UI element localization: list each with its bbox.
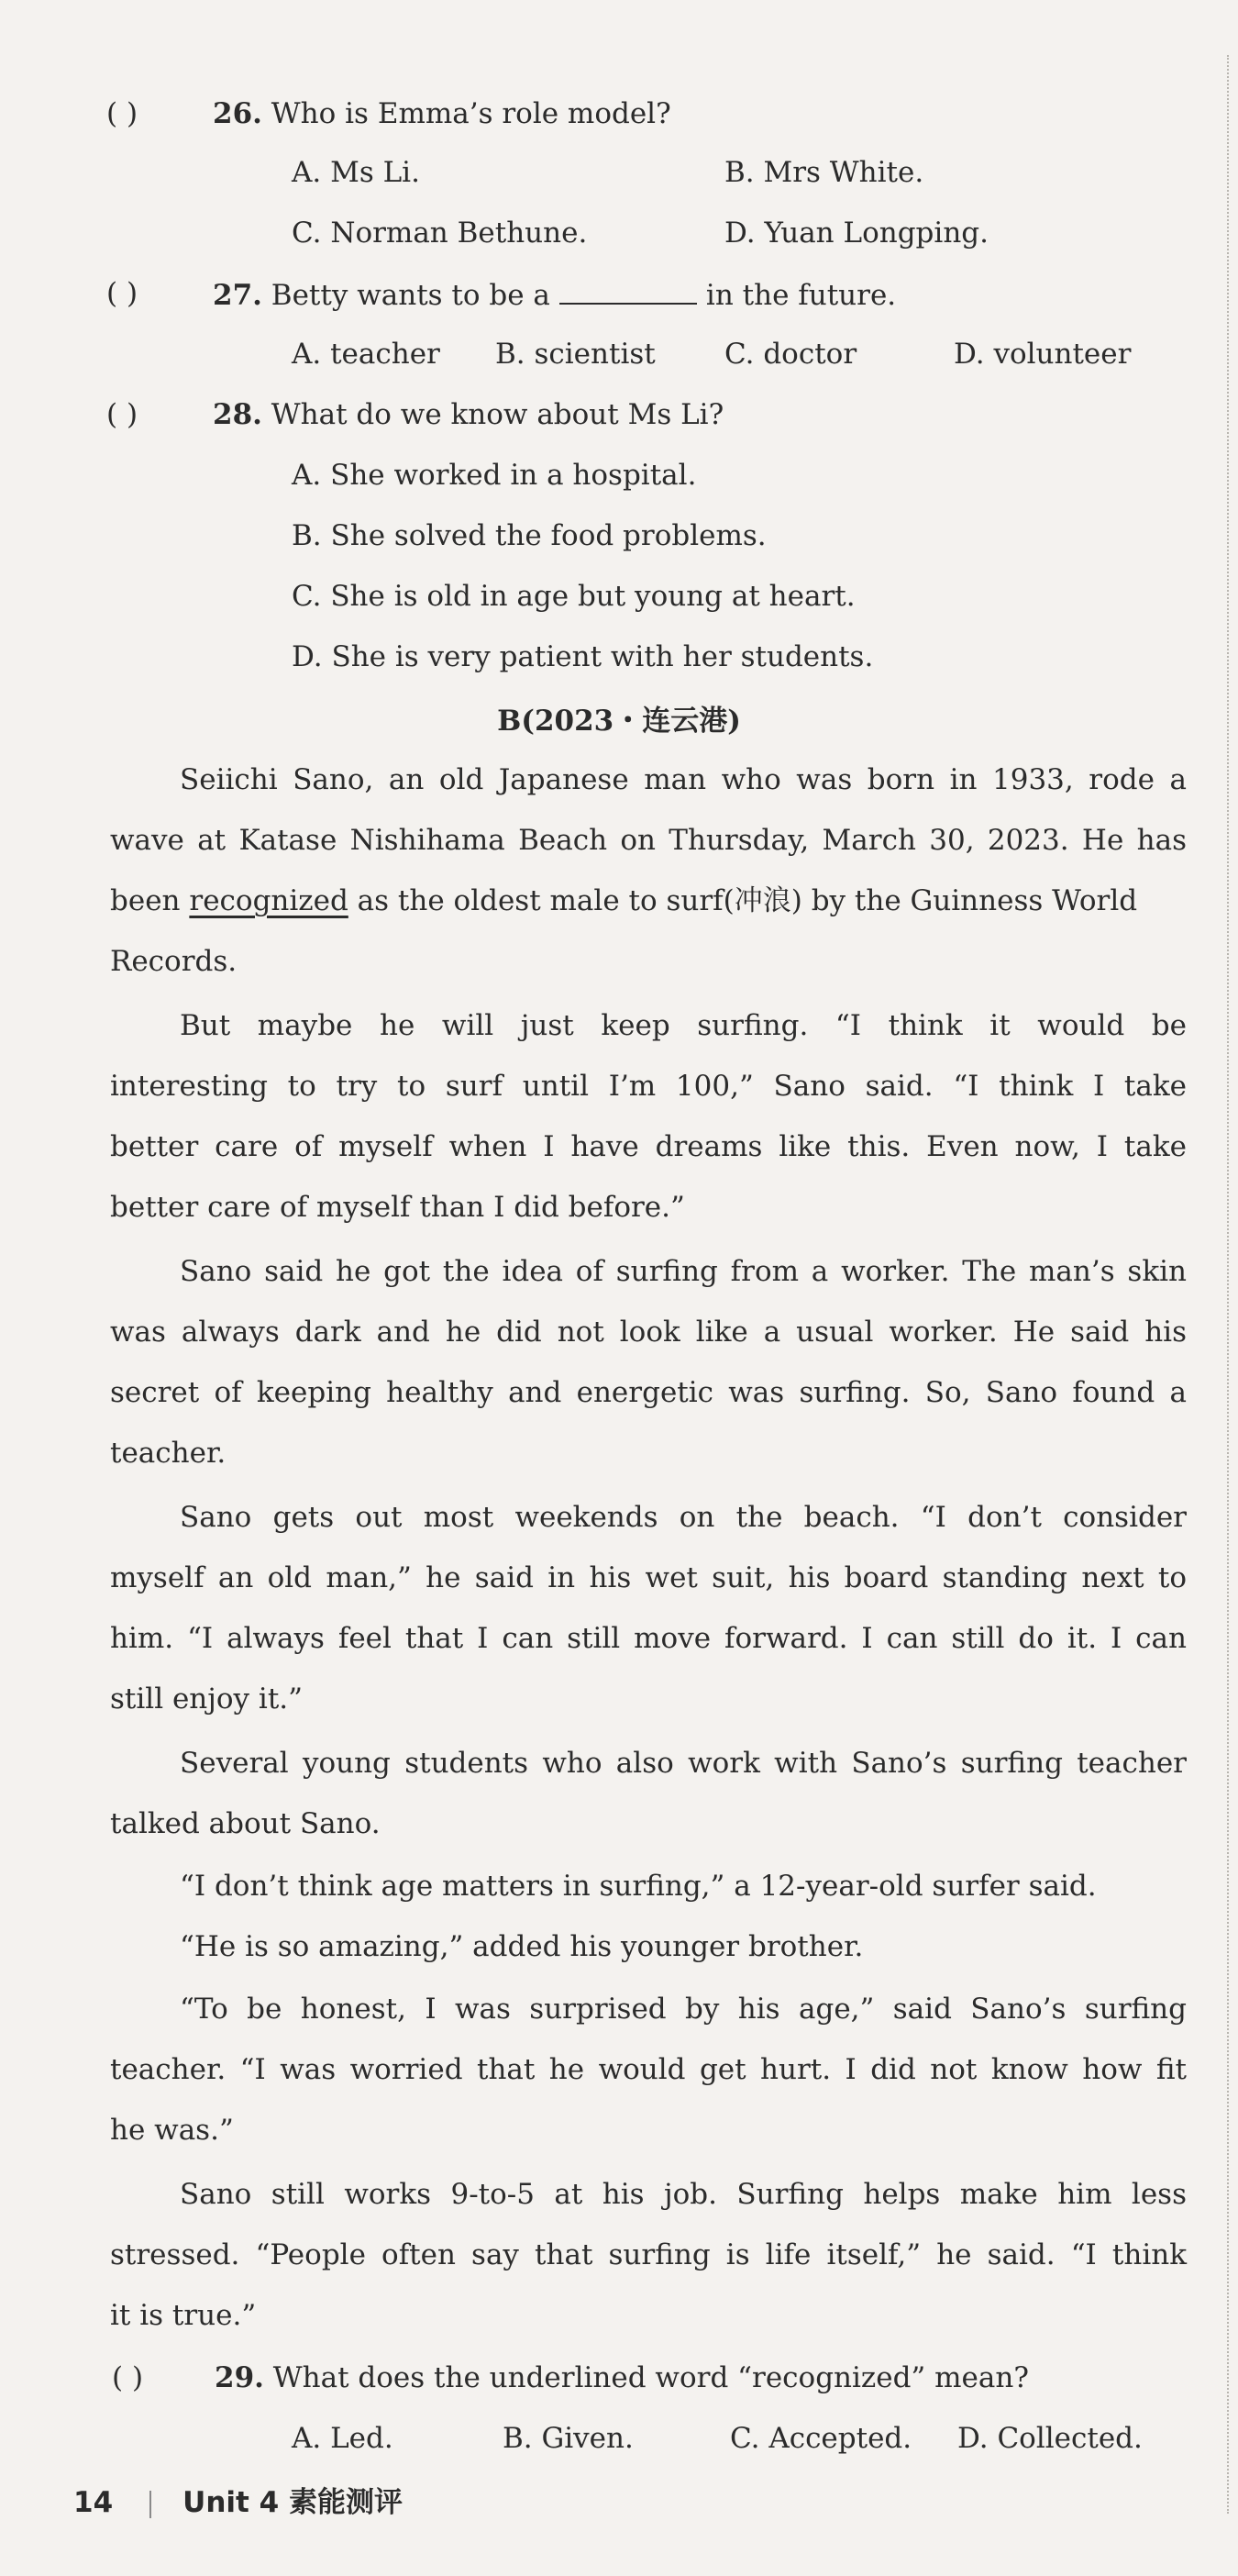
p6-line-1: “I don’t think age matters in surfing,” a 12-year-old surfer said. <box>180 1870 1097 1903</box>
option-d: D. Collected. <box>957 2422 1143 2455</box>
option-c: C. doctor <box>724 338 857 371</box>
p9-line-3: it is true.” <box>110 2299 257 2332</box>
question-stem-end: in the future. <box>705 279 897 312</box>
question-number: 27. <box>213 279 262 312</box>
question-number: 26. <box>213 97 262 130</box>
p1-line-1: Seiichi Sano, an old Japanese man who was born in 1933, rode a <box>180 763 1187 796</box>
p5-line-2: talked about Sano. <box>110 1807 381 1840</box>
option-d: D. volunteer <box>954 338 1132 371</box>
fill-blank[interactable] <box>559 275 697 305</box>
option-a: A. Led. <box>292 2422 393 2455</box>
question-number: 28. <box>213 398 262 431</box>
text-segment: been <box>110 884 181 917</box>
p4-line-3: him. “I always feel that I can still move forward. I can still do it. I can <box>110 1622 1187 1655</box>
option-d: D. Yuan Longping. <box>724 217 989 250</box>
p1-line-3 <box>110 883 1137 919</box>
option-a: A. She worked in a hospital. <box>292 459 697 492</box>
p3-line-4: teacher. <box>110 1437 227 1470</box>
p8-line-1: “To be honest, I was surprised by his age,” said Sano’s surfing <box>180 1993 1187 2026</box>
p1-line-2: wave at Katase Nishihama Beach on Thursday, March 30, 2023. He has <box>110 824 1187 857</box>
option-b: B. Mrs White. <box>724 156 924 189</box>
p9-line-2: stressed. “People often say that surfing is life itself,” he said. “I think <box>110 2238 1187 2271</box>
answer-bracket[interactable]: ( ) <box>106 398 138 431</box>
p8-line-3: he was.” <box>110 2114 234 2147</box>
question-number: 29. <box>215 2361 264 2394</box>
p2-line-4: better care of myself than I did before.” <box>110 1191 685 1224</box>
margin-dotted-rule <box>1227 55 1229 2514</box>
p5-line-1: Several young students who also work with Sano’s surfing teacher <box>180 1747 1187 1780</box>
p2-line-1: But maybe he will just keep surfing. “I think it would be <box>180 1009 1187 1042</box>
p7-line-1: “He is so amazing,” added his younger brother. <box>180 1930 864 1963</box>
answer-bracket[interactable]: ( ) <box>106 97 138 130</box>
question-stem: Who is Emma’s role model? <box>271 97 671 130</box>
option-b: B. She solved the food problems. <box>292 519 767 552</box>
option-d: D. She is very patient with her students. <box>292 640 874 673</box>
passage-title: B(2023・连云港) <box>497 705 741 738</box>
answer-bracket[interactable]: ( ) <box>106 277 138 310</box>
option-b: B. scientist <box>495 338 656 371</box>
page-number: 14 <box>73 2486 114 2519</box>
option-a: A. Ms Li. <box>292 156 420 189</box>
p3-line-1: Sano said he got the idea of surfing from a worker. The man’s skin <box>180 1255 1187 1288</box>
option-c: C. Accepted. <box>730 2422 912 2455</box>
p4-line-2: myself an old man,” he said in his wet suit, his board standing next to <box>110 1561 1187 1594</box>
p3-line-3: secret of keeping healthy and energetic was surfing. So, Sano found a <box>110 1376 1187 1409</box>
p2-line-3: better care of myself when I have dreams like this. Even now, I take <box>110 1130 1187 1163</box>
page-footer <box>73 2482 403 2523</box>
option-a: A. teacher <box>292 338 440 371</box>
p1-line-4: Records. <box>110 945 238 978</box>
text-segment: as the oldest male to surf(冲浪) by the Guinness World <box>357 884 1138 917</box>
p4-line-1: Sano gets out most weekends on the beach. “I don’t consider <box>180 1501 1187 1534</box>
p9-line-1: Sano still works 9-to-5 at his job. Surfing helps make him less <box>180 2178 1187 2211</box>
footer-divider <box>149 2491 151 2518</box>
p3-line-2: was always dark and he did not look like a usual worker. He said his <box>110 1316 1187 1349</box>
p4-line-4: still enjoy it.” <box>110 1682 303 1715</box>
p8-line-2: teacher. “I was worried that he would get hurt. I did not know how fit <box>110 2053 1187 2086</box>
underlined-word: recognized <box>189 884 348 917</box>
option-c: C. She is old in age but young at heart. <box>292 580 856 613</box>
p2-line-2: interesting to try to surf until I’m 100,” Sano said. “I think I take <box>110 1070 1187 1103</box>
option-b: B. Given. <box>503 2422 634 2455</box>
unit-label: Unit 4 素能测评 <box>182 2486 403 2519</box>
question-stem: What do we know about Ms Li? <box>271 398 724 431</box>
question-stem: Betty wants to be a <box>271 279 550 312</box>
option-c: C. Norman Bethune. <box>292 217 588 250</box>
answer-bracket[interactable]: ( ) <box>112 2361 144 2394</box>
question-stem: What does the underlined word “recognized” mean? <box>272 2361 1029 2394</box>
